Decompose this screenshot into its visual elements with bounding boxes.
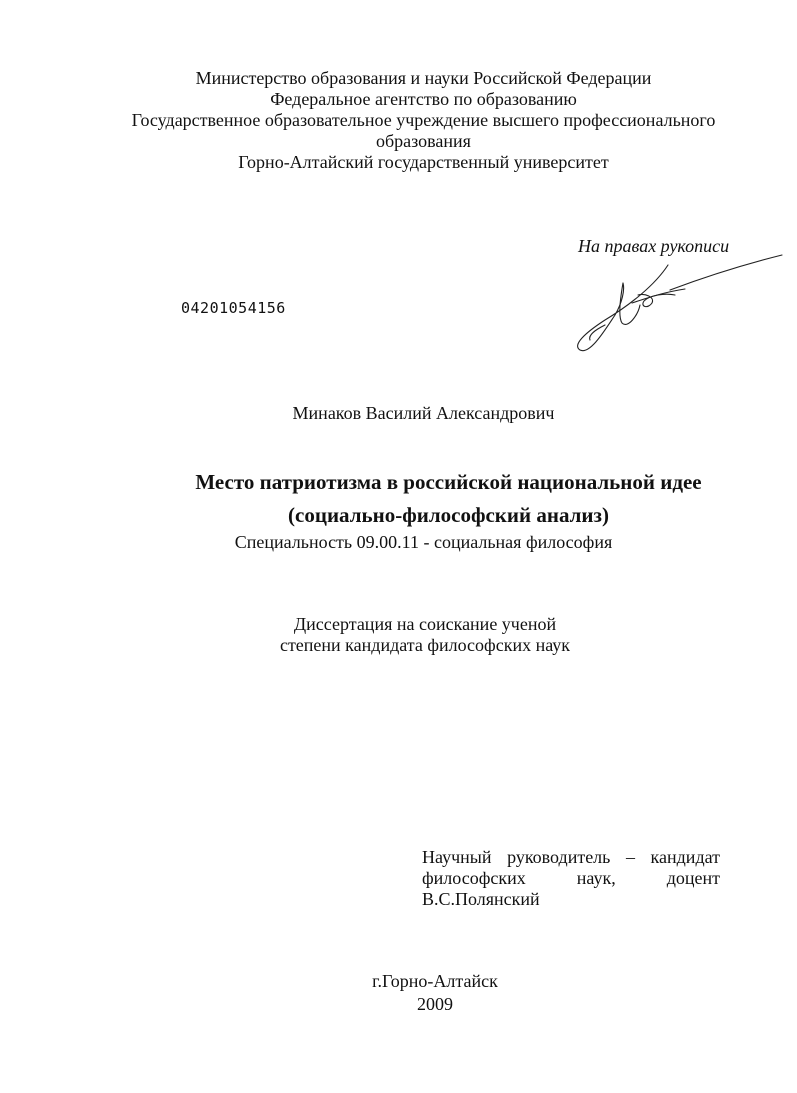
degree-line-1: Диссертация на соискание ученой <box>293 614 557 634</box>
place-and-year <box>0 970 797 1016</box>
specialty-line: Специальность 09.00.11 - социальная философия <box>234 532 613 552</box>
scientific-advisor <box>422 847 720 910</box>
degree-line-2: степени кандидата философских наук <box>279 635 571 655</box>
handwritten-signature <box>560 245 790 360</box>
title-line-2: (социально-философский анализ) <box>288 503 609 527</box>
institution-line-continued: образования <box>376 131 471 151</box>
title-line-1: Место патриотизма в российской национальной идее <box>195 470 702 494</box>
city: г.Горно-Алтайск <box>372 971 498 991</box>
dissertation-title <box>0 466 797 532</box>
advisor-name: В.С.Полянский <box>422 889 540 909</box>
agency-line: Федеральное агентство по образованию <box>270 89 577 109</box>
ministry-line: Министерство образования и науки Российской Федерации <box>195 68 652 88</box>
author-name: Минаков Василий Александрович <box>292 403 555 423</box>
year: 2009 <box>417 994 453 1014</box>
manuscript-rights-note: На правах рукописи <box>578 236 730 256</box>
university-line: Горно-Алтайский государственный университет <box>238 152 609 172</box>
institution-header <box>0 68 797 173</box>
advisor-line-2: философских наук, доцент <box>422 868 720 888</box>
institution-line: Государственное образовательное учреждение высшего профессионального <box>131 110 716 130</box>
archive-number: 04201054156 <box>181 299 286 317</box>
degree-statement <box>0 614 797 656</box>
advisor-line-1: Научный руководитель – кандидат <box>422 847 720 867</box>
